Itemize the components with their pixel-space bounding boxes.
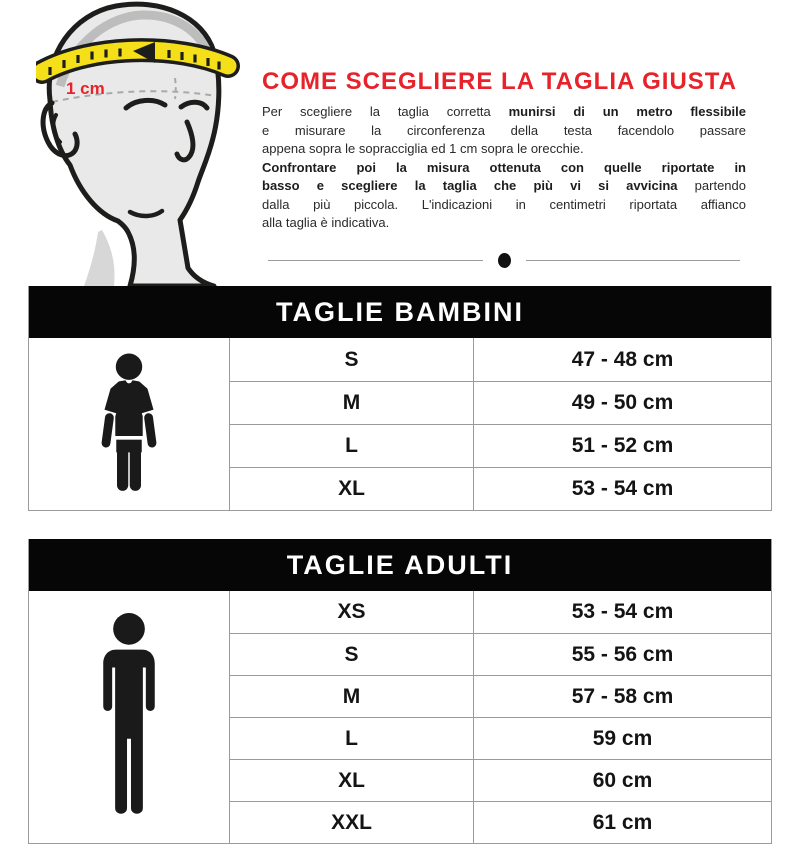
size-table-adults bbox=[28, 539, 772, 844]
intro-line: alla taglia è indicativa. bbox=[262, 215, 390, 230]
intro-line: e misurare la circonferenza della testa facendolo passare bbox=[262, 122, 746, 138]
intro-paragraph bbox=[262, 103, 746, 233]
intro-section bbox=[0, 0, 800, 286]
child-icon bbox=[99, 353, 159, 495]
size-range: 51 - 52 cm bbox=[571, 434, 674, 457]
page-title: COME SCEGLIERE LA TAGLIA GIUSTA bbox=[262, 68, 737, 95]
neck-shadow bbox=[84, 230, 115, 286]
size-label: M bbox=[230, 382, 474, 424]
table-row bbox=[230, 759, 771, 801]
intro-line: basso e scegliere la taglia che più vi si avvicina partendo bbox=[262, 178, 747, 193]
adults-icon-cell bbox=[29, 591, 230, 843]
divider-rule-right bbox=[526, 260, 741, 262]
intro-line: appena sopra le sopracciglia ed 1 cm sopra le orecchie. bbox=[262, 141, 584, 156]
adult-icon bbox=[94, 612, 164, 822]
tape-measure-label: 1 cm bbox=[66, 79, 105, 98]
table-row bbox=[230, 381, 771, 424]
head-measurement-illustration bbox=[36, 0, 240, 286]
table-row bbox=[230, 338, 771, 381]
size-label: S bbox=[230, 634, 474, 675]
table-row bbox=[230, 467, 771, 510]
size-range: 55 - 56 cm bbox=[571, 642, 674, 666]
section-divider bbox=[262, 253, 746, 269]
children-table-rows bbox=[230, 338, 771, 510]
divider-rule-left bbox=[268, 260, 483, 262]
size-range: 53 - 54 cm bbox=[571, 477, 674, 500]
intro-line: dalla più piccola. L'indicazioni in centimetri riportata affianco bbox=[262, 196, 746, 212]
table-row bbox=[230, 801, 771, 843]
table-row bbox=[230, 591, 771, 633]
size-label: XS bbox=[230, 591, 474, 633]
children-icon-cell bbox=[29, 338, 230, 510]
size-range: 60 cm bbox=[592, 768, 653, 792]
table-row bbox=[230, 633, 771, 675]
size-range: 59 cm bbox=[592, 726, 653, 750]
divider-dot bbox=[498, 253, 511, 268]
size-label: XL bbox=[230, 468, 474, 510]
size-label: L bbox=[230, 718, 474, 759]
adults-table-rows bbox=[230, 591, 771, 843]
intro-line: Per scegliere la taglia corretta munirsi di un metro flessibile bbox=[262, 104, 746, 119]
size-range: 57 - 58 cm bbox=[571, 684, 674, 708]
adults-table-title: TAGLIE ADULTI bbox=[29, 539, 771, 591]
size-range: 53 - 54 cm bbox=[571, 600, 674, 623]
table-row bbox=[230, 717, 771, 759]
size-range: 47 - 48 cm bbox=[571, 347, 674, 371]
size-label: XL bbox=[230, 760, 474, 801]
table-row bbox=[230, 424, 771, 467]
children-table-title: TAGLIE BAMBINI bbox=[29, 286, 771, 338]
size-label: M bbox=[230, 676, 474, 717]
size-label: L bbox=[230, 425, 474, 467]
size-range: 49 - 50 cm bbox=[571, 391, 674, 414]
size-table-children bbox=[28, 286, 772, 511]
intro-text-column bbox=[262, 0, 746, 269]
size-label: S bbox=[230, 338, 474, 381]
table-row bbox=[230, 675, 771, 717]
size-label: XXL bbox=[230, 802, 474, 843]
intro-line: Confrontare poi la misura ottenuta con quelle riportate in bbox=[262, 159, 746, 175]
size-range: 61 cm bbox=[592, 810, 653, 834]
